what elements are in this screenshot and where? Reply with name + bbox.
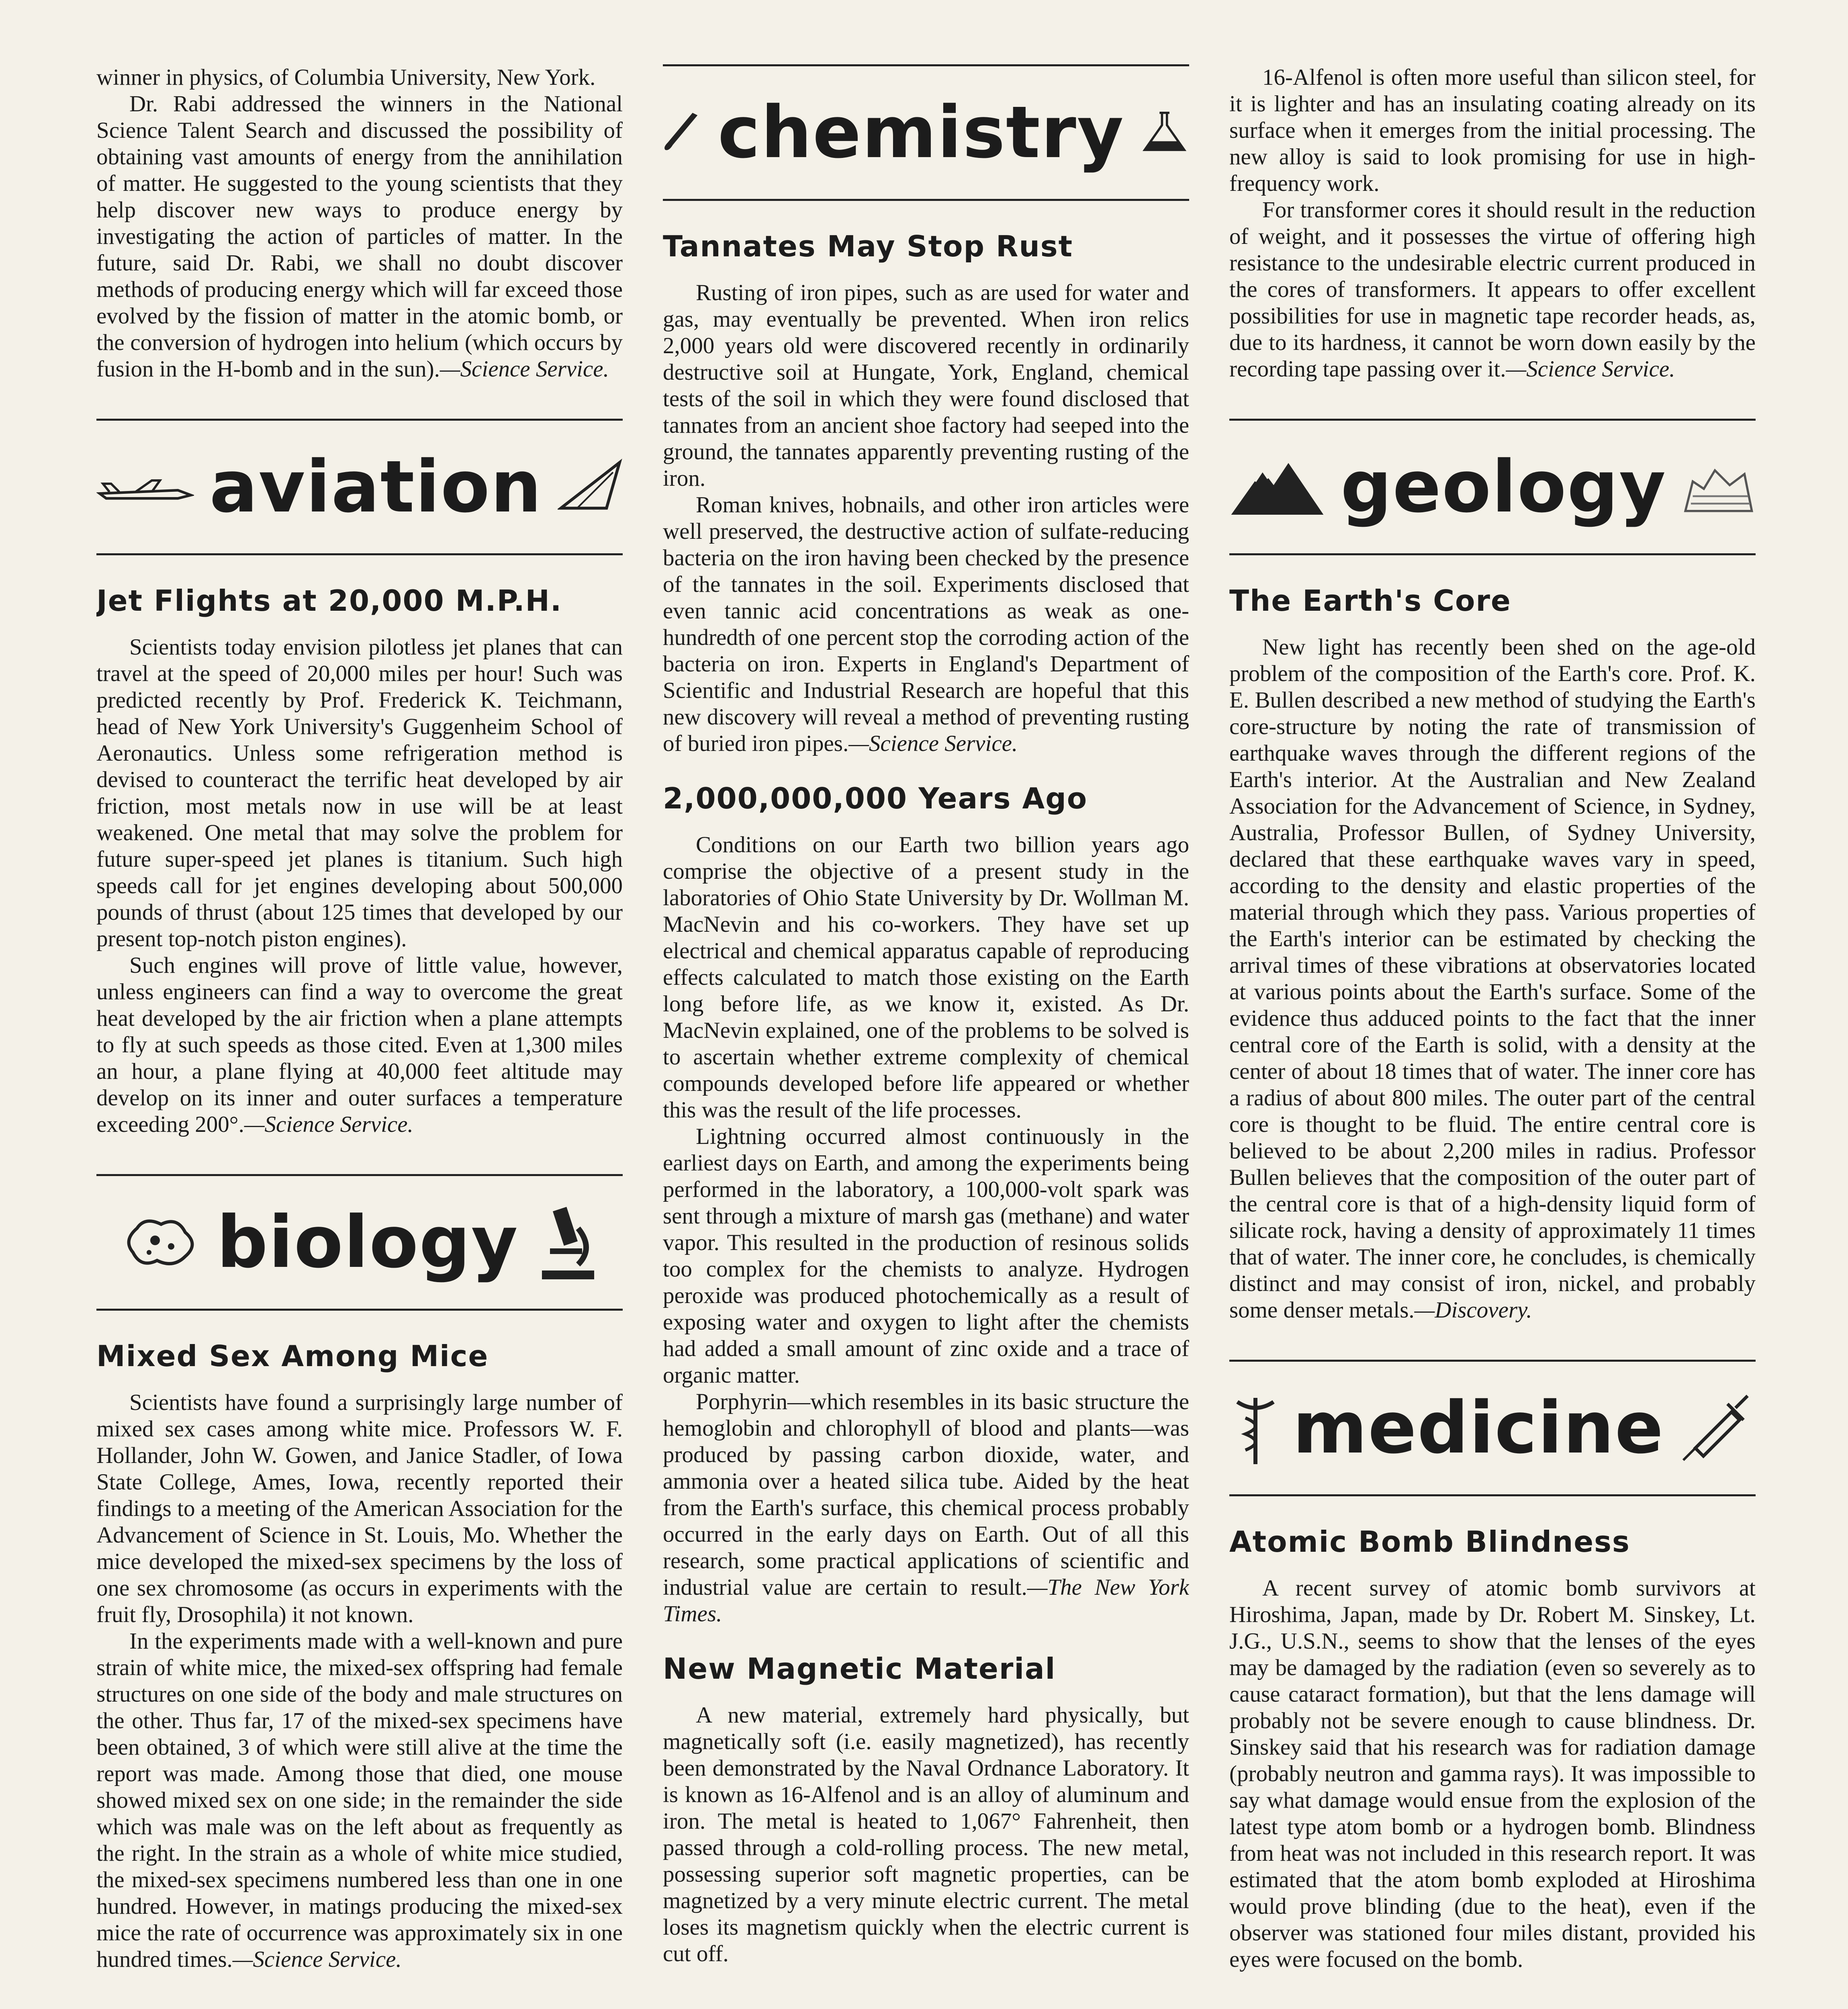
article-credit: —The New York Times. <box>663 1575 1189 1626</box>
article-headline: Atomic Bomb Blindness <box>1229 1525 1630 1559</box>
paragraph-text: Dr. Rabi addressed the winners in the National Science Talent Search and discussed the possibility of obtaining vast amounts of energy from the annihilation of matter. He suggested to the young scientists that they help discover new ways to produce energy by investigating the action of particles of matter. In the future, said Dr. Rabi, we shall no doubt discover methods of producing energy which will far exceed those evolved by the fission of matter in the atomic bomb, or the conversion of hydrogen into helium (which occurs by fusion in the H-bomb and in the sun). <box>96 91 623 382</box>
paragraph-text: In the experiments made with a well-known and pure strain of white mice, the mixed-sex offspring had female structures on one side of the body and male structures on the other. Thus far, 17 of the mixed-sex specimens have been obtained, 3 of which were still alive at the time the report was made. Among those that died, one mouse showed mixed sex on one side; in the remainder the side which was male was on the left about as frequently as the right. In the strain as a whole of white mice studied, the mixed-sex specimens numbered less than one in one hundred. However, in matings producing the mixed-sex mice the rate of occurrence was approximately six in one hundred times. <box>96 1628 623 1972</box>
article-paragraph <box>663 1389 1189 1627</box>
caduceus-icon <box>1233 1390 1278 1466</box>
section-title: biology <box>217 1201 519 1284</box>
article-headline: New Magnetic Material <box>663 1652 1056 1686</box>
section-header-aviation <box>96 419 623 555</box>
article-paragraph: A recent survey of atomic bomb survivors at Hiroshima, Japan, made by Dr. Robert M. Sinskey, Lt. J.G., U.S.N., seems to show that the lenses of the eyes may be damaged by the radiation (even so severely as to cause cataract formation), but that the lens damage will probably not be severe enough to cause blindness. Dr. Sinskey said that his research was for radiation damage (probably neutron and gamma rays). It was impossible to say what damage would ensue from the explosion of the latest type atom bomb or a hydrogen bomb. Blindness from heat was not included in this research report. It was estimated that the atom bomb exploded at Hiroshima would prove blinding (due to the heat), even if the observer was stationed four miles distant, provided his eyes were focused on the bomb. <box>1229 1575 1756 1972</box>
section-header-medicine <box>1229 1360 1756 1496</box>
column-left <box>96 64 623 2009</box>
article-paragraph: Lightning occurred almost continuously in the earliest days on Earth, and among the experiments being performed in the laboratory, a 100,000-volt spark was sent through a mixture of marsh gas (methane) and water vapor. This resulted in the production of resinous solids too complex for the chemists to analyze. Hydrogen peroxide was produced photochemically as a result of exposing water and oxygen to light after the chemists had added a small amount of zinc oxide and a trace of organic matter. <box>663 1124 1189 1388</box>
delta-wing-jet-icon <box>558 453 623 521</box>
article-paragraph: Scientists today envision pilotless jet planes that can travel at the speed of 20,000 miles per hour! Such was predicted recently by Prof. Frederick K. Teichmann, head of New York University's Guggenheim School of Aeronautics. Unless some refrigeration method is devised to counteract the terrific heat developed by air friction, most metals now in use will be at least weakened. One metal that may solve the problem for future super-speed jet planes is titanium. Such high speeds call for jet engines developing about 500,000 pounds of thrust (about 125 times that developed by our present top-notch piston engines). <box>96 634 623 951</box>
article-paragraph <box>96 952 623 1138</box>
column-middle <box>663 64 1189 2009</box>
article-paragraph <box>1229 197 1756 383</box>
article-paragraph: winner in physics, of Columbia University, New York. <box>96 65 596 90</box>
section-title: chemistry <box>718 91 1124 174</box>
syringe-icon <box>1679 1392 1752 1464</box>
article-paragraph <box>96 1628 623 1973</box>
article-paragraph: Rusting of iron pipes, such as are used for water and gas, may eventually be prevented. When iron relics 2,000 years old were discovered recently in ordinarily destructive soil at Hungate, York, England, chemical tests of the soil in which they were found disclosed that tannates from an ancient shoe factory had seeped into the ground, the tannates apparently preventing rusting of the iron. <box>663 280 1189 491</box>
article-credit: —Science Service. <box>440 356 609 382</box>
microscope-icon <box>534 1204 598 1281</box>
article-paragraph: Scientists have found a surprisingly large number of mixed sex cases among white mice. Professors W. F. Hollander, John W. Gowen, and Janice Stadler, of Iowa State College, Ames, Iowa, recently reported their findings to a meeting of the American Association for the Advancement of Science in St. Louis, Mo. Whether the mice developed the mixed-sex specimens by the loss of one sex chromosome (as occurs in experiments with the fruit fly, Drosophila) it not known. <box>96 1390 623 1627</box>
section-header-chemistry <box>663 64 1189 201</box>
article-paragraph: A new material, extremely hard physically, but magnetically soft (i.e. easily magnetized), has recently been demonstrated by the Naval Ordnance Laboratory. It is known as 16-Alfenol and is an alloy of aluminum and iron. The metal is heated to 1,067° Fahrenheit, then passed through a cold-rolling process. The new metal, possessing superior soft magnetic properties, can be magnetized by a very minute electric current. The metal loses its magnetism quickly when the electric current is cut off. <box>663 1702 1189 1966</box>
article-headline: Mixed Sex Among Mice <box>96 1339 489 1373</box>
amoeba-icon <box>121 1212 201 1273</box>
article-credit: —Discovery. <box>1414 1297 1532 1323</box>
rock-strata-icon <box>1682 457 1756 517</box>
paragraph-text: For transformer cores it should result in the reduction of weight, and it possesses the virtue of offering high resistance to the undesirable electric current produced in the cores of transformers. It appears to offer excellent possibilities for use in magnetic tape recorder heads, as, due to its hardness, it cannot be worn down easily by the recording tape passing over it. <box>1229 197 1756 382</box>
section-title: geology <box>1340 445 1667 528</box>
article-paragraph: 16-Alfenol is often more useful than silicon steel, for it is lighter and has an insulating coating already on its surface when it emerges from the initial processing. The new alloy is said to look promising for use in high-frequency work. <box>1229 65 1756 196</box>
column-right <box>1229 64 1756 2009</box>
section-title: medicine <box>1292 1386 1664 1469</box>
article-headline: 2,000,000,000 Years Ago <box>663 782 1088 815</box>
article-paragraph <box>96 91 623 383</box>
paragraph-text: Roman knives, hobnails, and other iron articles were well preserved, the destructive action of sulfate-reducing bacteria on the iron having been checked by the presence of the tannates in the soil. Experiments disclosed that even tannic acid concentrations as weak as one-hundredth of one percent stop the corroding action of the bacteria on iron. Experts in England's Department of Scientific and Industrial Research are hopeful that this new discovery will reveal a method of preventing rusting of buried iron pipes. <box>663 492 1189 756</box>
article-headline: Tannates May Stop Rust <box>663 229 1073 263</box>
article-headline: The Earth's Core <box>1229 584 1511 618</box>
article-paragraph <box>1229 634 1756 1324</box>
article-headline: Jet Flights at 20,000 M.P.H. <box>96 584 562 618</box>
paragraph-text: Porphyrin—which resembles in its basic structure the hemoglobin and chlorophyll of blood and plants—was produced by passing carbon dioxide, water, and ammonia over a heated silica tube. Aided by the heat from the Earth's surface, this chemical process probably occurred in the early days on Earth. Out of all this research, some practical applications of scientific and industrial value are certain to result. <box>663 1389 1189 1600</box>
article-paragraph: Conditions on our Earth two billion years ago comprise the objective of a present study in the laboratories of Ohio State University by Dr. Wollman M. MacNevin and his co-workers. They have set up electrical and chemical apparatus capable of reproducing effects calculated to match those existing on the Earth long before life, as we know it, existed. As Dr. MacNevin explained, one of the problems to be solved is to ascertain whether extreme complexity of chemical compounds developed before life appeared or whether this was the result of the life processes. <box>663 832 1189 1123</box>
section-header-biology <box>96 1174 623 1311</box>
mountain-icon <box>1229 453 1325 521</box>
paragraph-text: Such engines will prove of little value, however, unless engineers can find a way to overcome the great heat developed by the air friction when a plane attempts to fly at such speeds as those cited. Even at 1,300 miles an hour, a plane flying at 40,000 feet altitude may develop on its inner and outer surfaces a temperature exceeding 200°. <box>96 953 623 1137</box>
test-tube-icon <box>663 96 703 169</box>
article-credit: —Science Service. <box>848 731 1018 756</box>
article-credit: —Science Service. <box>1506 356 1675 382</box>
article-credit: —Science Service. <box>244 1112 413 1137</box>
flask-icon <box>1140 96 1189 169</box>
section-title: aviation <box>209 445 542 528</box>
section-header-geology <box>1229 419 1756 555</box>
article-credit: —Science Service. <box>232 1947 402 1972</box>
paragraph-text: New light has recently been shed on the age-old problem of the composition of the Earth's core. Prof. K. E. Bullen described a new method of studying the Earth's core-structure by noting the rate of transmission of earthquake waves through the different regions of the Earth's interior. At the Australian and New Zealand Association for the Advancement of Science, in Sydney, Australia, Professor Bullen, of Sydney University, declared that these earthquake waves vary in speed, according to the density and elastic properties of the material through which they pass. Various properties of the Earth's interior can be estimated by checking the arrival times of these vibrations at observatories located at various points about the Earth's surface. Some of the evidence thus adduced points to the fact that the inner central core of the Earth is solid, with a density at the center of about 18 times that of water. The inner core has a radius of about 800 miles. The outer part of the central core is thought to be fluid. The entire central core is believed to be about 2,200 miles in radius. Professor Bullen believes that the composition of the outer part of the central core is that of a high-density liquid form of silicate rock, having a density of approximately 11 times that of water. The inner core, he concludes, is chemically distinct and may consist of iron, nickel, and probably some denser metals. <box>1229 634 1756 1323</box>
article-paragraph <box>663 492 1189 757</box>
jet-plane-icon <box>96 463 194 511</box>
